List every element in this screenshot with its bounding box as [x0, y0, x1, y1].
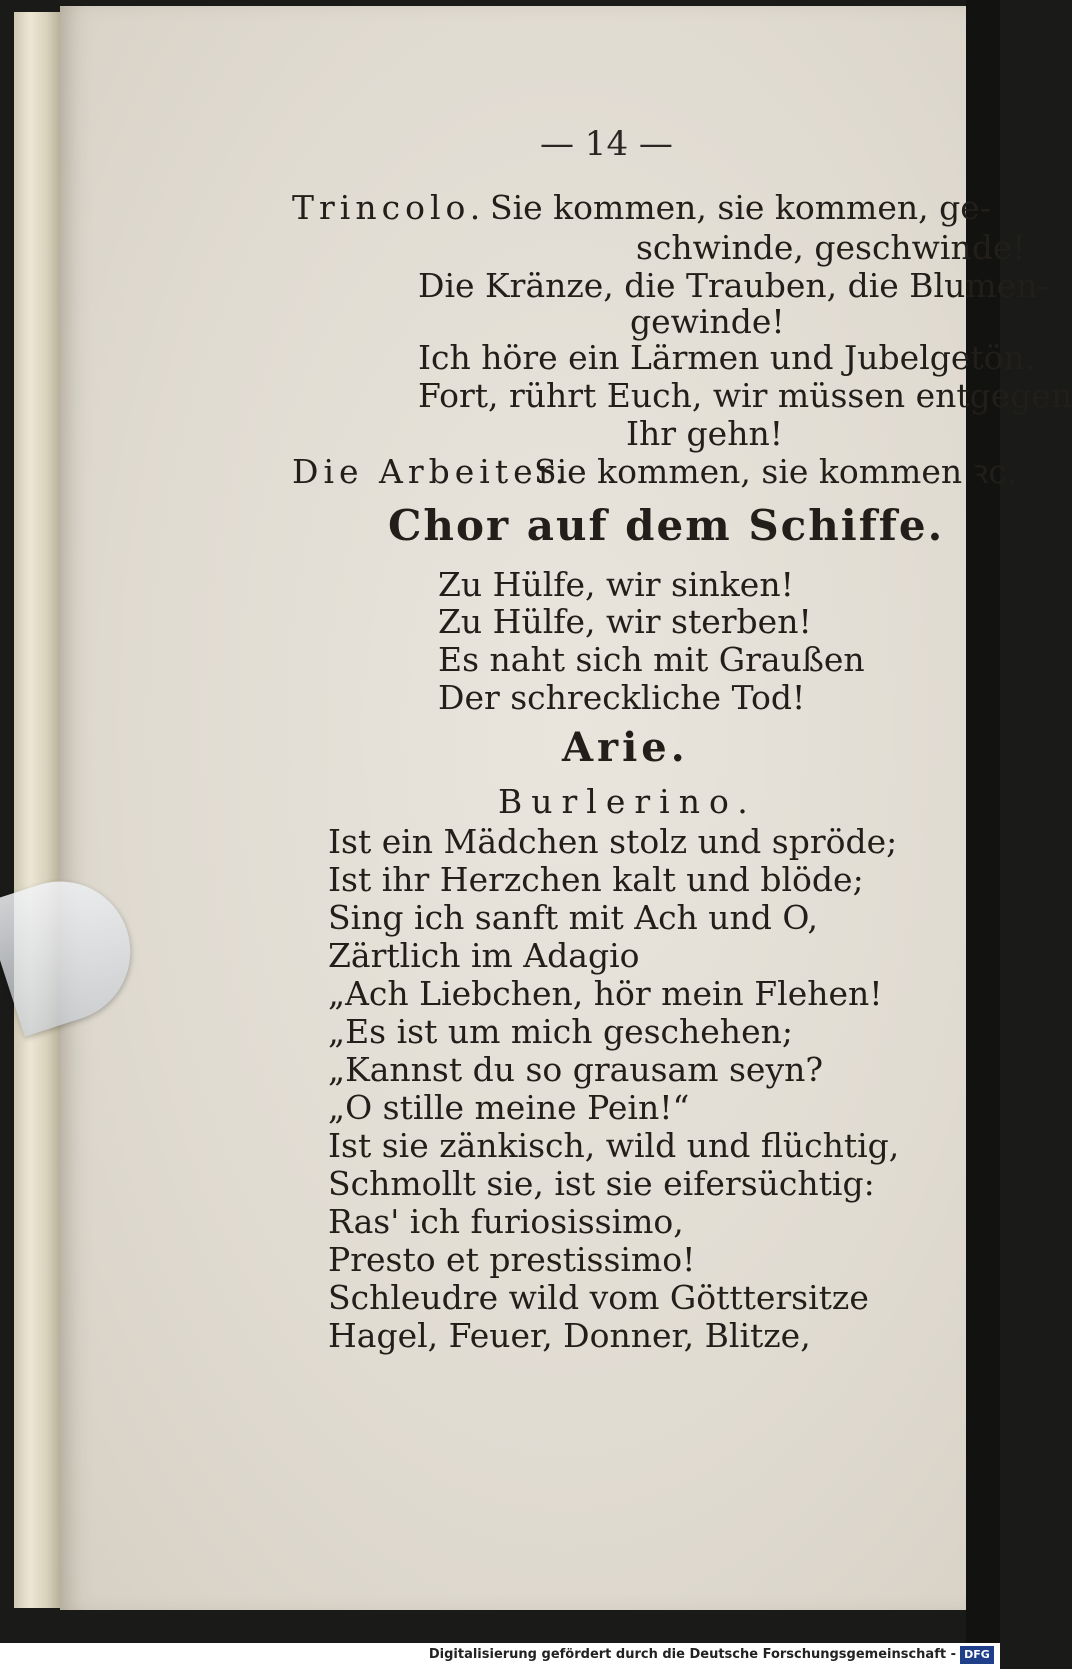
speaker-arbeiter: Die Arbeiter. — [292, 452, 571, 491]
verse-line: Ist sie zänkisch, wild und flüchtig, — [328, 1126, 900, 1165]
character-name: Burlerino. — [498, 782, 757, 821]
verse-line: Zu Hülfe, wir sinken! — [438, 565, 794, 604]
verse-line: „Es ist um mich geschehen; — [328, 1012, 793, 1051]
book-fore-edge — [14, 12, 60, 1608]
verse-line: Es naht sich mit Graußen — [438, 640, 865, 679]
page-number: — 14 — — [540, 124, 673, 164]
verse-line: Schleudre wild vom Götttersitze — [328, 1278, 869, 1317]
verse-line: Fort, rührt Euch, wir müssen entgegen — [418, 376, 1072, 415]
chorus-heading: Chor auf dem Schiffe. — [388, 501, 945, 550]
verse-line: Die Kränze, die Trauben, die Blumen- — [418, 266, 1049, 305]
aria-heading: Arie. — [562, 724, 689, 771]
verse-line: Schmollt sie, ist sie eifersüchtig: — [328, 1164, 875, 1203]
verse-line: Ist ein Mädchen stolz und spröde; — [328, 822, 898, 861]
verse-line: gewinde! — [630, 302, 785, 341]
verse-line: Ist ihr Herzchen kalt und blöde; — [328, 860, 864, 899]
verse-line: Presto et prestissimo! — [328, 1240, 696, 1279]
verse-line: Ihr gehn! — [626, 414, 783, 453]
verse-line: Sie kommen, sie kommen ꝛc. — [534, 452, 1018, 491]
verse-line: Ras' ich furiosissimo, — [328, 1202, 684, 1241]
verse-line: Der schreckliche Tod! — [438, 678, 806, 717]
speaker-trincolo: Trincolo. — [292, 188, 486, 227]
verse-line: Ich höre ein Lärmen und Jubelgetön. — [418, 338, 1036, 377]
dfg-logo: DFG — [960, 1646, 994, 1664]
verse-line: schwinde, geschwinde! — [636, 228, 1026, 267]
verse-line: Zu Hülfe, wir sterben! — [438, 602, 812, 641]
verse-line: Hagel, Feuer, Donner, Blitze, — [328, 1316, 811, 1355]
verse-line: „Ach Liebchen, hör mein Flehen! — [328, 974, 883, 1013]
verse-line: „Kannst du so grausam seyn? — [328, 1050, 824, 1089]
footer-bar — [0, 1643, 1000, 1669]
verse-line: „O stille meine Pein!“ — [328, 1088, 690, 1127]
verse-line: Zärtlich im Adagio — [328, 936, 640, 975]
verse-line: Sie kommen, sie kommen, ge- — [490, 188, 991, 227]
funding-credit: Digitalisierung gefördert durch die Deutsche Forschungsgemeinschaft - — [428, 1647, 956, 1662]
verse-line: Sing ich sanft mit Ach und O, — [328, 898, 819, 937]
